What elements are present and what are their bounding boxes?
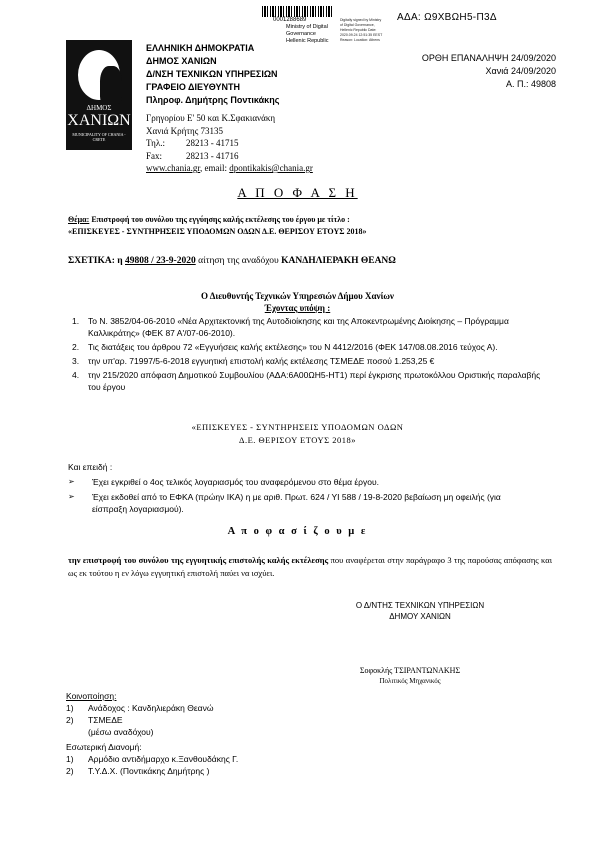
address: Γρηγορίου Ε' 50 και Κ.Σφακιανάκη bbox=[146, 113, 276, 123]
website-link[interactable]: www.chania.gr bbox=[146, 163, 201, 173]
list-item: 1. Το Ν. 3852/04-06-2010 «Νέα Αρχιτεκτονική της Αυτοδιοίκησης και της Αποκεντρωμένης Διοίκησης – Πρόγραμμα Καλλικράτης» (ΦΕΚ 87 Α'/07-06-2010). bbox=[72, 316, 509, 338]
info-line: Πληροφ. Δημήτρης Ποντικάκης bbox=[146, 95, 280, 105]
signatory bbox=[330, 665, 490, 687]
reference: ΣΧΕΤΙΚΑ: η 49808 / 23-9-2020 αίτηση της αναδόχου ΚΑΝΔΗΛΙΕΡΑΚΗ ΘΕΑΝΩ bbox=[68, 256, 396, 266]
we-decide-heading: Α π ο φ α σ ί ζ ο υ μ ε bbox=[227, 526, 368, 537]
list-item: 3. την υπ'αρ. 71997/5-6-2018 εγγυητική επιστολή καλής εκτέλεσης ΤΣΜΕΔΕ ποσού 1.253,25 € bbox=[72, 356, 435, 366]
considerations-list bbox=[66, 315, 546, 395]
signatory-title: Πολιτικός Μηχανικός bbox=[379, 677, 441, 685]
whereas-label: Και επειδή : bbox=[68, 462, 113, 472]
fax: 28213 - 41716 bbox=[186, 150, 239, 161]
arrow-bullet-icon: ➢ bbox=[68, 491, 75, 501]
directorate-line: Δ/ΝΣΗ ΤΕΧΝΙΚΩΝ ΥΠΗΡΕΣΙΩΝ bbox=[146, 69, 278, 79]
list-item: 2) Τ.Υ.Δ.Χ. (Ποντικάκης Δημήτρης ) bbox=[66, 766, 210, 776]
city: Χανιά Κρήτης 73135 bbox=[146, 125, 224, 136]
correction-notice: ΟΡΘΗ ΕΠΑΝΑΛΗΨΗ 24/09/2020 bbox=[421, 53, 556, 63]
letterhead bbox=[146, 42, 279, 107]
logo-emblem-icon bbox=[78, 50, 120, 100]
list-item: 4. την 215/2020 απόφαση Δημοτικού Συμβουλίου (ΑΔΑ:6Α00ΩΗ5-ΗΤ1) περί έγκρισης πρωτοκόλλου Οριστικής παραλαβής του έργου bbox=[72, 370, 541, 392]
notification-list: Κοινοποίηση: 1) Ανάδοχος : Κανδηλιεράκη Θεανώ 2) ΤΣΜΕΔΕ (μέσω αναδόχου) bbox=[66, 691, 214, 737]
arrow-bullet-icon: ➢ bbox=[68, 477, 75, 486]
barcode bbox=[262, 6, 332, 17]
list-item: ➢ Έχει εκδοθεί από το ΕΦΚΑ (πρώην ΙΚΑ) η με αριθ. Πρωτ. 624 / ΥΙ 588 / 19-8-2020 βεβαίωση μη οφειλής (για είσπραξη λογαριασμού). bbox=[68, 491, 501, 514]
barcode-number: 0001288689 bbox=[273, 17, 307, 23]
subject: Θέμα: Επιστροφή του συνόλου της εγγύησης καλής εκτέλεσης του έργου με τίτλο : «ΕΠΙΣΚΕΥΕΣ - ΣΥΝΤΗΡΗΣΕΙΣ ΥΠΟΔΟΜΩΝ ΟΔΩΝ Δ.Ε. ΘΕΡΙΣΟΥ ΕΤΟΥΣ 2018» bbox=[68, 215, 367, 236]
internal-distribution-list: Εσωτερική Διανομή: 1) Αρμόδιο αντιδήμαρχο κ.Ξανθουδάκης Γ. 2) Τ.Υ.Δ.Χ. (Ποντικάκης Δημήτρης ) bbox=[66, 742, 239, 776]
document-title: Α Π Ο Φ Α Σ Η bbox=[237, 185, 358, 200]
list-item: 2. Τις διατάξεις του άρθρου 72 «Εγγυήσεις καλής εκτέλεσης» του Ν 4412/2016 (ΦΕΚ 147/08.08.2016 τεύχος Α). bbox=[72, 342, 498, 352]
list-item: ➢ Έχει εγκριθεί ο 4ος τελικός λογαριασμός του αναφερόμενου στο θέμα έργου. bbox=[68, 477, 380, 487]
ada-code: ΑΔΑ: Ω9ΧΒΩΗ5-Π3Δ bbox=[397, 12, 497, 23]
director-heading: Ο Διευθυντής Τεχνικών Υπηρεσιών Δήμου Χανίων Έχοντας υπόψη : bbox=[201, 291, 394, 313]
ministry-label: Ministry of Digital Governance Hellenic Republic bbox=[286, 24, 329, 44]
list-item: 1) Αρμόδιο αντιδήμαρχο κ.Ξανθουδάκης Γ. bbox=[66, 754, 239, 764]
chania-municipality-logo: ΔΗΜΟΣ ΧΑΝΙΩΝ MUNICIPALITY OF CHANIA - CRETE bbox=[66, 40, 132, 150]
signatory-name: Σοφοκλής ΤΣΙΡΑΝΤΩΝΑΚΗΣ bbox=[359, 666, 461, 675]
digital-signature-details: Digitally signed by Ministry of Digital Governance, Hellenic Republic Date: 2020.09.24 12:51:35 EEST Reason: Location: Athens bbox=[340, 18, 383, 42]
phone: 28213 - 41715 bbox=[186, 138, 239, 148]
date-protocol-block bbox=[400, 52, 556, 91]
decision-text: την επιστροφή του συνόλου της εγγυητικής επιστολής καλής εκτέλεσης που αναφέρεται στην παράγραφο 3 της παρούσας απόφασης και ως εκ τούτου η εν λόγω εγγυητική επιστολή παύει να ισχύει. bbox=[68, 555, 552, 578]
country-line: ΕΛΛΗΝΙΚΗ ΔΗΜΟΚΡΑΤΙΑ bbox=[146, 43, 255, 53]
signatory-organization: Ο Δ/ΝΤΗΣ ΤΕΧΝΙΚΩΝ ΥΠΗΡΕΣΙΩΝ ΔΗΜΟΥ ΧΑΝΙΩΝ bbox=[355, 601, 485, 621]
reasons-list bbox=[68, 476, 538, 518]
list-item: 2) ΤΣΜΕΔΕ bbox=[66, 715, 123, 725]
list-item: 1) Ανάδοχος : Κανδηλιεράκη Θεανώ bbox=[66, 703, 214, 713]
contact-block: Γρηγορίου Ε' 50 και Κ.Σφακιανάκη Χανιά Κρήτης 73135 Τηλ.: 28213 - 41715 Fax: 28213 - 41716 www.chania.gr, email: dpontikakis@chania.gr bbox=[146, 113, 313, 173]
office-line: ΓΡΑΦΕΙΟ ΔΙΕΥΘΥΝΤΗ bbox=[146, 82, 240, 92]
protocol-number: Α. Π.: 49808 bbox=[505, 79, 556, 89]
project-title: «ΕΠΙΣΚΕΥΕΣ - ΣΥΝΤΗΡΗΣΕΙΣ ΥΠΟΔΟΜΩΝ ΟΔΩΝ Δ.Ε. ΘΕΡΙΣΟΥ ΕΤΟΥΣ 2018» bbox=[191, 422, 404, 445]
place-date: Χανιά 24/09/2020 bbox=[485, 66, 556, 76]
email-link[interactable]: dpontikakis@chania.gr bbox=[229, 163, 313, 173]
municipality-line: ΔΗΜΟΣ ΧΑΝΙΩΝ bbox=[146, 56, 217, 66]
